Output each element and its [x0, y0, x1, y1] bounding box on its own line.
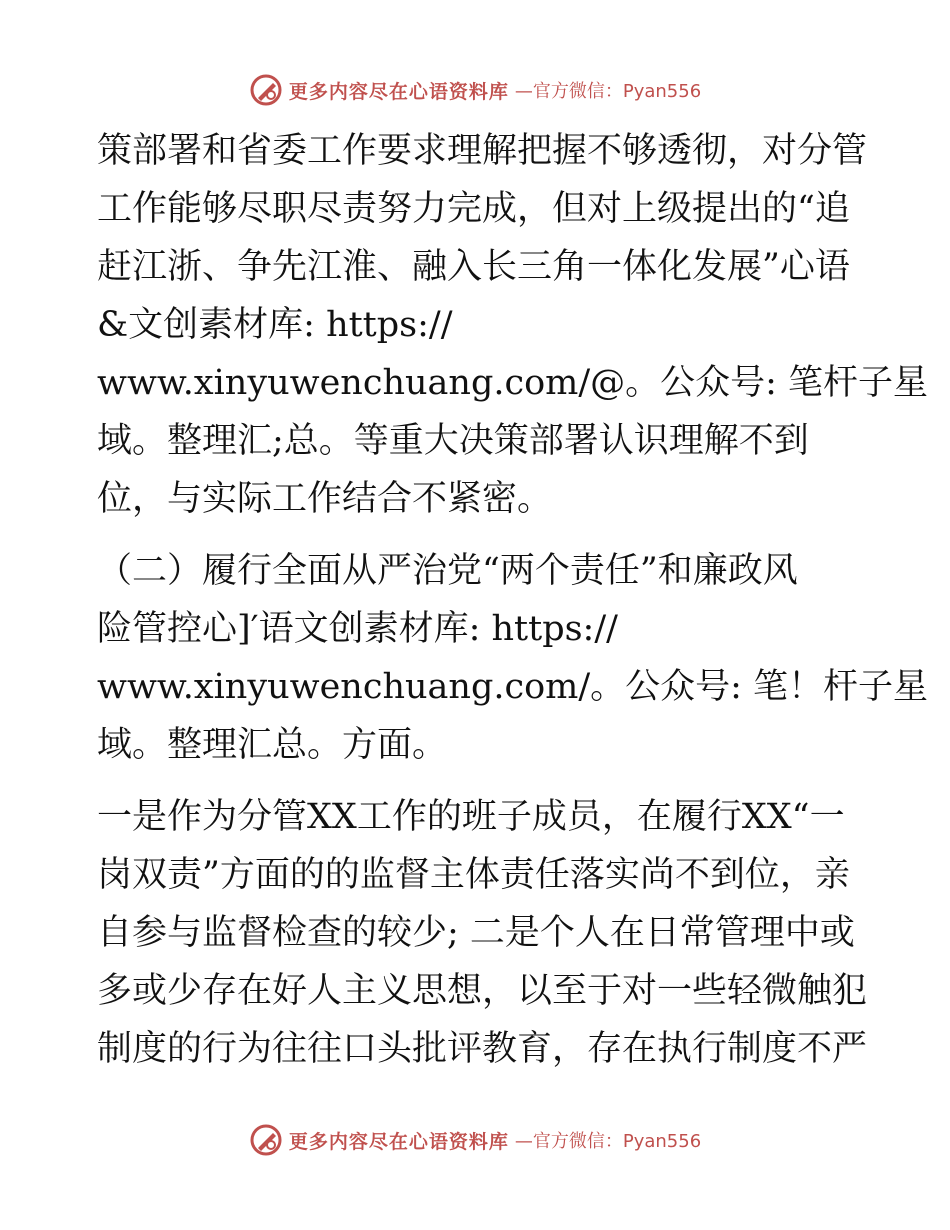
- text-line: 岗双责”方面的的监督主体责任落实尚不到位，亲: [97, 855, 850, 895]
- banner-wechat: —官方微信：Pyan556: [514, 1131, 702, 1152]
- banner-wechat: —官方微信：Pyan556: [514, 81, 702, 102]
- text-line: &文创素材库: https://: [97, 305, 453, 345]
- footer-watermark-banner: [0, 1120, 950, 1160]
- paragraph-3: [97, 788, 868, 1078]
- text-line: 赶江浙、争先江淮、融入长三角一体化发展”心语: [97, 247, 850, 287]
- text-line: 域。整理汇;总。等重大决策部署认识理解不到: [97, 421, 809, 461]
- text-line: www.xinyuwenchuang.com/@。公众号: 笔杆子星: [97, 363, 929, 403]
- pen-logo-icon: [249, 1123, 283, 1157]
- text-line: 多或少存在好人主义思想，以至于对一些轻微触犯: [97, 971, 868, 1011]
- text-line: 工作能够尽职尽责努力完成，但对上级提出的“追: [97, 189, 850, 229]
- document-body: [97, 122, 929, 1078]
- header-watermark-banner: [0, 70, 950, 110]
- text-line: 自参与监督检查的较少; 二是个人在日常管理中或: [97, 913, 855, 953]
- banner-title: 更多内容尽在心语资料库: [288, 1130, 509, 1153]
- text-line: 位，与实际工作结合不紧密。: [97, 479, 553, 519]
- text-line: （二）履行全面从严治党“两个责任”和廉政风: [97, 551, 798, 591]
- text-line: 域。整理汇总。方面。: [97, 725, 448, 765]
- paragraph-2: [97, 542, 929, 774]
- pen-logo-icon: [249, 73, 283, 107]
- text-line: 策部署和省委工作要求理解把握不够透彻，对分管: [97, 131, 868, 171]
- banner-title: 更多内容尽在心语资料库: [288, 80, 509, 103]
- text-line: www.xinyuwenchuang.com/。公众号: 笔！杆子星: [97, 667, 929, 707]
- text-line: 制度的行为往往口头批评教育，存在执行制度不严: [97, 1029, 868, 1069]
- text-line: 一是作为分管XX工作的班子成员，在履行XX“一: [97, 797, 845, 837]
- paragraph-1: [97, 122, 929, 528]
- text-line: 险管控心]′语文创素材库: https://: [97, 609, 618, 649]
